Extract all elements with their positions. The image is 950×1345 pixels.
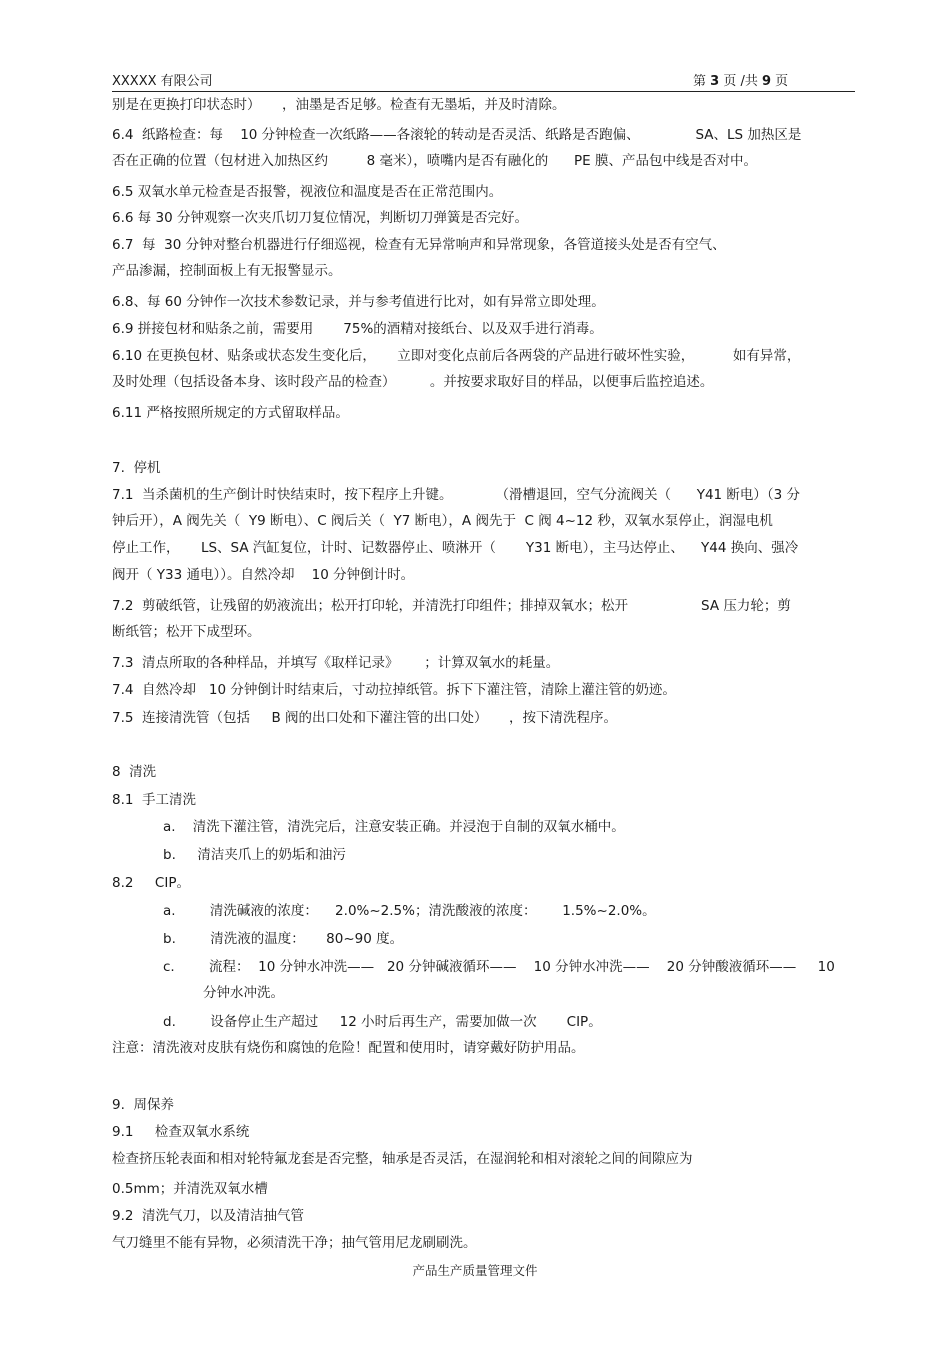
text-line: 8 清洗 xyxy=(112,764,157,780)
text-line: 阀开（ Y33 通电））。自然冷却 10 分钟倒计时。 xyxy=(112,567,415,583)
page-current: 3 xyxy=(710,74,720,89)
text-line: 6.4 纸路检查：每 10 分钟检查一次纸路——各滚轮的转动是否灵活、纸路是否跑偏、 SA、LS 加热区是 xyxy=(112,127,802,143)
text-line: d. 设备停止生产超过 12 小时后再生产，需要加做一次 CIP。 xyxy=(163,1014,602,1030)
text-line: c. 流程： 10 分钟水冲洗—— 20 分钟碱液循环—— 10 分钟水冲洗—— 20 分钟酸液循环—— 10 xyxy=(163,959,835,975)
page-total: 9 xyxy=(761,74,772,89)
text-line: 6.11 严格按照所规定的方式留取样品。 xyxy=(112,405,349,421)
header-divider xyxy=(112,91,855,92)
text-line: 7.3 清点所取的各种样品，并填写《取样记录》 ；计算双氧水的耗量。 xyxy=(112,655,560,671)
text-line: 停止工作， LS、SA 汽缸复位，计时、记数器停止、喷淋开（ Y31 断电），主马达停止、 Y44 换向、强冷 xyxy=(112,540,799,556)
text-line: 7.4 自然冷却 10 分钟倒计时结束后，寸动拉掉纸管。拆下下灌注管，清除上灌注管的奶迹。 xyxy=(112,682,676,698)
page-prefix: 第 xyxy=(693,74,711,89)
page-middle: 页 /共 xyxy=(719,74,762,89)
text-line: a. 清洗下灌注管，清洗完后，注意安装正确。并浸泡于自制的双氧水桶中。 xyxy=(163,819,625,835)
text-line: 产品渗漏，控制面板上有无报警显示。 xyxy=(112,263,342,279)
company-name: XXXXX 有限公司 xyxy=(112,74,213,89)
text-line: 注意：清洗液对皮肤有烧伤和腐蚀的危险！配置和使用时，请穿戴好防护用品。 xyxy=(112,1040,585,1056)
text-line: 6.5 双氧水单元检查是否报警，视液位和温度是否在正常范围内。 xyxy=(112,184,503,200)
text-line: 7.5 连接清洗管（包括 B 阀的出口处和下灌注管的出口处） ，按下清洗程序。 xyxy=(112,710,618,726)
text-line: 9. 周保养 xyxy=(112,1097,174,1113)
text-line: 分钟水冲洗。 xyxy=(203,985,284,1001)
text-line: 8.1 手工清洗 xyxy=(112,792,197,808)
text-line: 6.9 拼接包材和贴条之前，需要用 75%的酒精对接纸台、以及双手进行消毒。 xyxy=(112,321,603,337)
page-indicator xyxy=(693,70,788,89)
text-line: 7.2 剪破纸管，让残留的奶液流出；松开打印轮，并清洗打印组件；排掉双氧水；松开 SA 压力轮；剪 xyxy=(112,598,791,614)
text-line: 断纸管；松开下成型环。 xyxy=(112,624,261,640)
page-footer: 产品生产质量管理文件 xyxy=(412,1263,538,1278)
text-line: 及时处理（包括设备本身、该时段产品的检查） 。并按要求取好目的样品，以便事后监控追述。 xyxy=(112,374,714,390)
text-line: b. 清洗液的温度： 80~90 度。 xyxy=(163,931,404,947)
text-line: 9.1 检查双氧水系统 xyxy=(112,1124,250,1140)
text-line: 6.7 每 30 分钟对整台机器进行仔细巡视，检查有无异常响声和异常现象，各管道接头处是否有空气、 xyxy=(112,237,726,253)
text-line: 6.6 每 30 分钟观察一次夹爪切刀复位情况，判断切刀弹簧是否完好。 xyxy=(112,210,529,226)
text-line: 钟后开），A 阀先关（ Y9 断电）、C 阀后关（ Y7 断电），A 阀先于 C 阀 4~12 秒，双氧水泵停止，润湿电机 xyxy=(112,513,773,529)
text-line: b. 清洁夹爪上的奶垢和油污 xyxy=(163,847,346,863)
text-line: a. 清洗碱液的浓度： 2.0%~2.5%；清洗酸液的浓度： 1.5%~2.0%。 xyxy=(163,903,656,919)
text-line: 9.2 清洗气刀，以及清洁抽气管 xyxy=(112,1208,305,1224)
text-line: 7.1 当杀菌机的生产倒计时快结束时，按下程序上升键。 （滑槽退回，空气分流阀关（ Y41 断电）（3 分 xyxy=(112,487,801,503)
text-line: 7. 停机 xyxy=(112,460,161,476)
text-line: 气刀缝里不能有异物，必须清洗干净；抽气管用尼龙刷刷洗。 xyxy=(112,1235,477,1251)
text-line: 6.10 在更换包材、贴条或状态发生变化后， 立即对变化点前后各两袋的产品进行破坏性实验， 如有异常， xyxy=(112,348,801,364)
text-line: 检查挤压轮表面和相对轮特氟龙套是否完整，轴承是否灵活，在湿润轮和相对滚轮之间的间隙应为 xyxy=(112,1151,693,1167)
text-line: 8.2 CIP。 xyxy=(112,875,190,891)
text-line: 0.5mm；并清洗双氧水槽 xyxy=(112,1181,268,1197)
text-line: 6.8、每 60 分钟作一次技术参数记录，并与参考值进行比对，如有异常立即处理。 xyxy=(112,294,605,310)
text-line: 否在正确的位置（包材进入加热区约 8 毫米），喷嘴内是否有融化的 PE 膜、产品包中线是否对中。 xyxy=(112,153,757,169)
text-line: 别是在更换打印状态时） ，油墨是否足够。检查有无墨垢，并及时清除。 xyxy=(112,97,566,113)
page-suffix: 页 xyxy=(771,74,789,89)
